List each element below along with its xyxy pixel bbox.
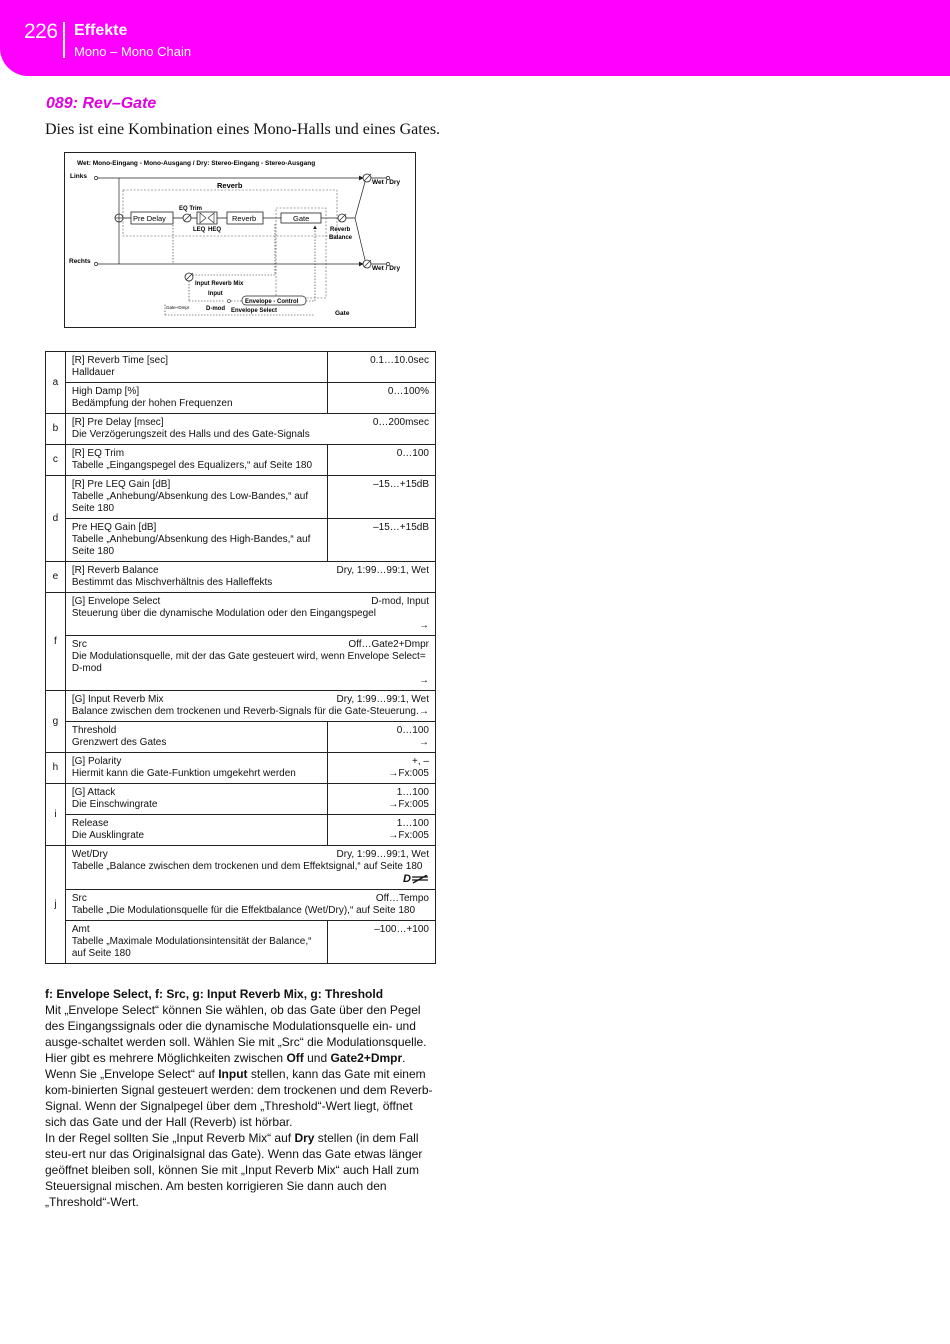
param-range: –100…+100 bbox=[328, 921, 436, 964]
param-cell: Threshold Grenzwert des Gates bbox=[65, 722, 327, 753]
arrow-icon: → bbox=[419, 737, 429, 748]
param-range: Dry, 1:99…99:1, Wet bbox=[336, 565, 429, 576]
param-cell: [R] EQ Trim Tabelle „Eingangspegel des Equalizers,“ auf Seite 180 bbox=[65, 445, 327, 476]
notes-paragraph: In der Regel sollten Sie „Input Reverb Mix“ auf Dry stellen (in dem Fall steu-ert nur das Originalsignal das Gate). Wenn das Gate etwas länger geöffnet bleiben soll, können Sie mit „Input Reverb Mix“ auch Hall zum Steuersignal mischen. Am besten korrigieren Sie dann auch den „Threshold“-Wert. bbox=[45, 1131, 423, 1209]
param-range: –15…+15dB bbox=[328, 519, 436, 562]
reverb-group-label: Reverb bbox=[217, 181, 243, 190]
arrow-icon: → bbox=[419, 620, 429, 631]
group-letter: h bbox=[46, 753, 66, 784]
param-cell: High Damp [%] Bedämpfung der hohen Frequenzen bbox=[65, 383, 327, 414]
table-row bbox=[46, 476, 436, 519]
table-row bbox=[46, 921, 436, 964]
param-range: 1…100 →Fx:005 bbox=[328, 815, 436, 846]
param-cell: Amt Tabelle „Maximale Modulationsintensität der Balance,“ auf Seite 180 bbox=[65, 921, 327, 964]
param-cell: [G] Attack Die Einschwingrate bbox=[65, 784, 327, 815]
param-cell: [G] Polarity Hiermit kann die Gate-Funktion umgekehrt werden bbox=[65, 753, 327, 784]
param-range: 0…200msec bbox=[372, 417, 429, 428]
table-row bbox=[46, 846, 436, 890]
notes-heading: f: Envelope Select, f: Src, g: Input Reverb Mix, g: Threshold bbox=[45, 987, 384, 1001]
page-number: 226 bbox=[24, 20, 58, 43]
table-row bbox=[46, 890, 436, 921]
parameter-table bbox=[45, 351, 436, 964]
param-range: Off…Gate2+Dmpr bbox=[348, 639, 429, 650]
diagram-caption: Wet: Mono-Eingang - Mono-Ausgang / Dry: Stereo-Eingang - Stereo-Ausgang bbox=[77, 160, 316, 167]
param-range: 0.1…10.0sec bbox=[328, 352, 436, 383]
table-row bbox=[46, 562, 436, 593]
param-cell: Off…Gate2+Dmpr Src Die Modulationsquelle, mit der das Gate gesteuert wird, wenn Envelope Select= D-mod → bbox=[65, 636, 435, 691]
intro-text: Dies ist eine Kombination eines Mono-Halls und eines Gates. bbox=[45, 121, 441, 138]
heq-label: HEQ bbox=[208, 227, 222, 233]
param-range: –15…+15dB bbox=[328, 476, 436, 519]
reverb-balance-label-2: Balance bbox=[329, 235, 353, 241]
param-cell: 0…200msec [R] Pre Delay [msec] Die Verzögerungszeit des Halls und des Gate-Signals bbox=[65, 414, 435, 445]
param-cell: Dry, 1:99…99:1, Wet [R] Reverb Balance Bestimmt das Mischverhältnis des Halleffekts bbox=[65, 562, 435, 593]
param-cell: [R] Reverb Time [sec] Halldauer bbox=[65, 352, 327, 383]
diagram-svg bbox=[65, 153, 415, 327]
group-letter: d bbox=[46, 476, 66, 562]
param-cell: Dry, 1:99…99:1, Wet [G] Input Reverb Mix Balance zwischen dem trockenen und Reverb-Signals für die Gate-Steuerung. → bbox=[65, 691, 435, 722]
dmod-label: D-mod bbox=[206, 306, 225, 312]
wet-dry-top-label: Wet / Dry bbox=[372, 179, 401, 186]
envelope-control-label: Envelope - Control bbox=[245, 299, 299, 305]
eq-trim-label: EQ Trim bbox=[179, 206, 203, 212]
table-row bbox=[46, 445, 436, 476]
param-range: +, – →Fx:005 bbox=[328, 753, 436, 784]
table-row bbox=[46, 815, 436, 846]
page-header bbox=[0, 0, 950, 76]
param-range: Dry, 1:99…99:1, Wet bbox=[336, 849, 429, 860]
table-row bbox=[46, 383, 436, 414]
chapter-title: Effekte bbox=[74, 22, 128, 39]
gate-dmpr-label: Gate+Dmpr bbox=[166, 305, 190, 310]
param-cell: Release Die Ausklingrate bbox=[65, 815, 327, 846]
header-divider bbox=[63, 22, 65, 58]
gate-group-label: Gate bbox=[335, 310, 350, 317]
param-range: 0…100 bbox=[328, 445, 436, 476]
table-row bbox=[46, 722, 436, 753]
dmod-icon: D bbox=[72, 873, 431, 886]
rechts-label: Rechts bbox=[69, 258, 91, 265]
group-letter: f bbox=[46, 593, 66, 691]
arrow-icon: → bbox=[419, 675, 429, 686]
param-range: 0…100% bbox=[328, 383, 436, 414]
group-letter: i bbox=[46, 784, 66, 846]
group-letter: e bbox=[46, 562, 66, 593]
reverb-block-label: Reverb bbox=[232, 214, 257, 223]
table-row bbox=[46, 753, 436, 784]
links-label: Links bbox=[70, 173, 87, 180]
param-cell: Off…Tempo Src Tabelle „Die Modulationsquelle für die Effektbalance (Wet/Dry),“ auf Seite 180 bbox=[65, 890, 435, 921]
chapter-subtitle: Mono – Mono Chain bbox=[74, 44, 192, 59]
leq-label: LEQ bbox=[193, 227, 206, 233]
group-letter: c bbox=[46, 445, 66, 476]
table-row bbox=[46, 784, 436, 815]
reverb-balance-label-1: Reverb bbox=[330, 227, 351, 233]
pre-delay-label: Pre Delay bbox=[133, 214, 166, 223]
notes-paragraph: Wenn Sie „Envelope Select“ auf Input stellen, kann das Gate mit einem kom-binierten Signal gesteuert werden: dem trockenen und dem Reverb-Signal. Wenn der Signalpegel über dem „Threshold“-Wert liegt, öffnet sich das Gate und der Hall (Reverb) ist hörbar. bbox=[45, 1067, 433, 1129]
section-title: 089: Rev–Gate bbox=[46, 95, 157, 112]
param-cell: Dry, 1:99…99:1, Wet Wet/Dry Tabelle „Balance zwischen dem trockenen und dem Effektsignal,“ auf Seite 180 D bbox=[65, 846, 435, 890]
wet-dry-bottom-label: Wet / Dry bbox=[372, 265, 401, 272]
table-row bbox=[46, 414, 436, 445]
gate-block-label: Gate bbox=[293, 214, 310, 223]
group-letter: j bbox=[46, 846, 66, 964]
input-label: Input bbox=[208, 291, 223, 297]
param-range: Dry, 1:99…99:1, Wet bbox=[336, 694, 429, 705]
fx-ref: →Fx:005 bbox=[388, 768, 429, 779]
param-cell: [R] Pre LEQ Gain [dB] Tabelle „Anhebung/Absenkung des Low-Bandes,“ auf Seite 180 bbox=[65, 476, 327, 519]
param-cell: D-mod, Input [G] Envelope Select Steuerung über die dynamische Modulation oder den Eingangspegel → bbox=[65, 593, 435, 636]
param-cell: Pre HEQ Gain [dB] Tabelle „Anhebung/Absenkung des High-Bandes,“ auf Seite 180 bbox=[65, 519, 327, 562]
param-range: 0…100 → bbox=[328, 722, 436, 753]
notes-paragraph: Mit „Envelope Select“ können Sie wählen, ob das Gate über den Pegel des Eingangssignals oder die dynamische Modulationsquelle ein- und ausge-schaltet werden soll. Wählen Sie mit „Src“ die Modulationsquelle. Hier gibt es mehrere Möglichkeiten zwischen Off und Gate2+Dmpr. bbox=[45, 1003, 427, 1065]
envelope-select-label: Envelope Select bbox=[231, 308, 278, 314]
group-letter: a bbox=[46, 352, 66, 414]
signal-flow-diagram bbox=[64, 152, 416, 328]
param-range: 1…100 →Fx:005 bbox=[328, 784, 436, 815]
group-letter: b bbox=[46, 414, 66, 445]
input-reverb-mix-label: Input Reverb Mix bbox=[195, 281, 244, 287]
arrow-icon: → bbox=[419, 706, 429, 717]
table-row bbox=[46, 352, 436, 383]
table-row bbox=[46, 519, 436, 562]
param-range: Off…Tempo bbox=[375, 893, 429, 904]
param-range: D-mod, Input bbox=[371, 596, 429, 607]
table-row bbox=[46, 593, 436, 636]
notes-section bbox=[45, 986, 437, 1210]
table-row bbox=[46, 636, 436, 691]
group-letter: g bbox=[46, 691, 66, 753]
fx-ref: →Fx:005 bbox=[388, 830, 429, 841]
table-row bbox=[46, 691, 436, 722]
fx-ref: →Fx:005 bbox=[388, 799, 429, 810]
